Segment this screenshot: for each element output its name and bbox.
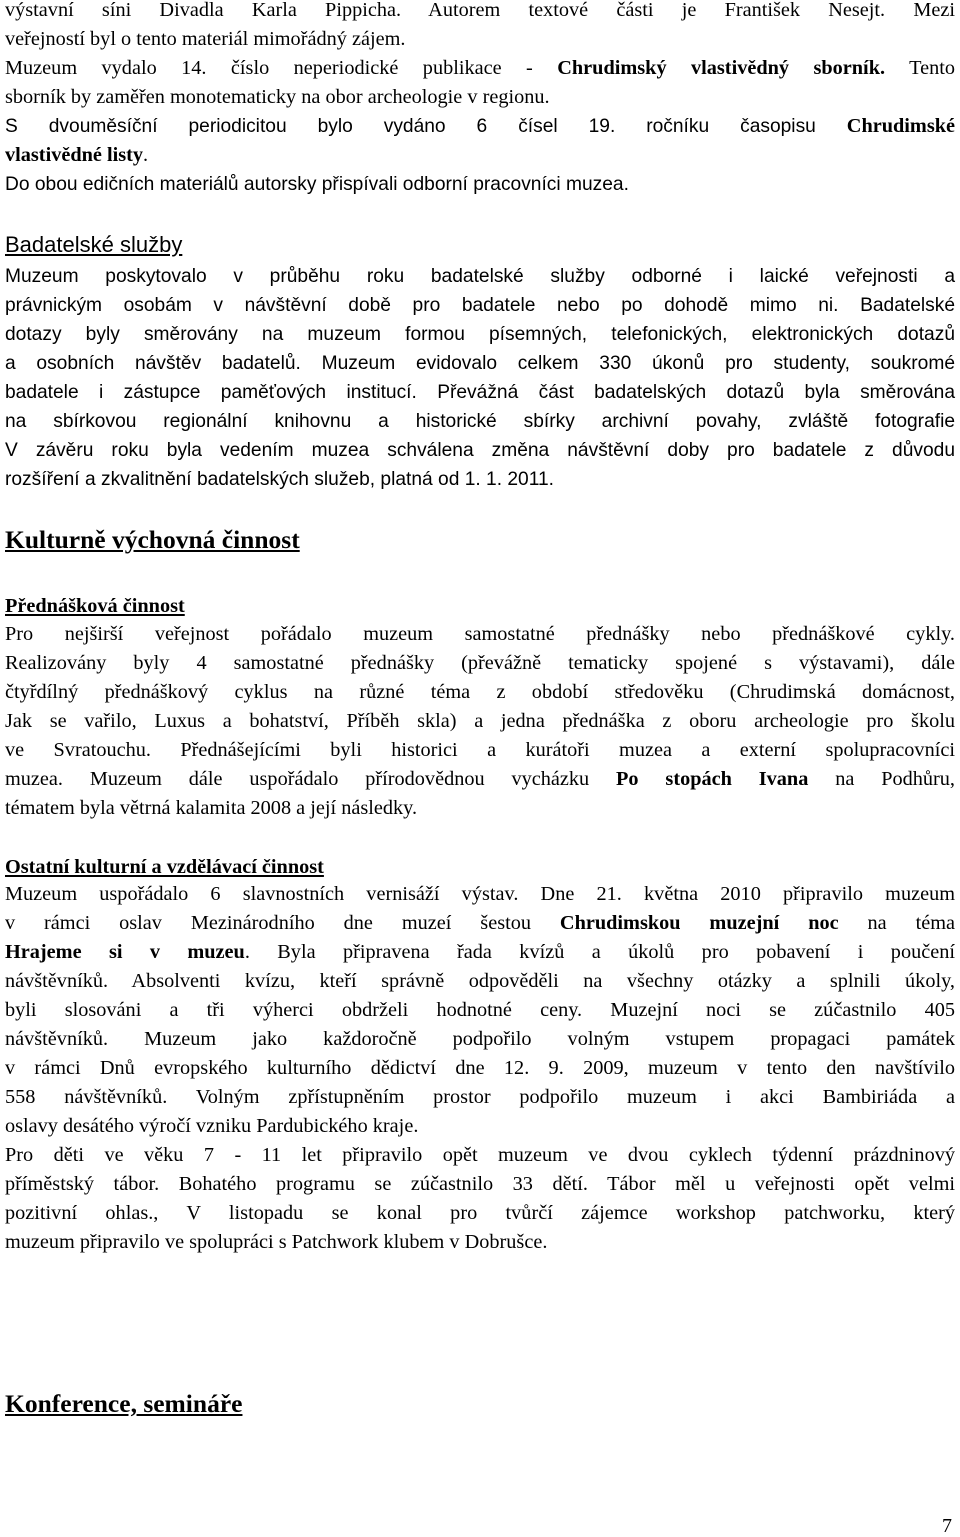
hrajeme-title: Hrajeme si v muzeu — [5, 941, 245, 963]
badatelske-line-2: právnickým osobám v návštěvní době pro badatele nebo po dohodě mimo ni. Badatelské — [5, 295, 955, 316]
badatelske-line-8: rozšíření a zkvalitnění badatelských služeb, platná od 1. 1. 2011. — [5, 469, 554, 490]
konference-heading: Konference, semináře — [5, 1389, 243, 1418]
ostatni-text: . Byla připravena řada kvízů a úkolů pro pobavení i poučení — [244, 941, 956, 963]
prednaskova-line-4: Jak se vařilo, Luxus a bohatství, Příběh skla) a jedna přednáška z oboru archeologie pro školu — [5, 710, 955, 732]
ostatni-p2-line-1: Pro děti ve věku 7 - 11 let připravilo opět muzeum ve dvou cyklech týdenní prázdninový — [5, 1144, 955, 1166]
prednaskova-line-5: ve Svratouchu. Přednášejícími byli historici a kurátoři muzea a externí spolupracovníci — [5, 739, 955, 761]
intro-line-4: sborník by zaměřen monotematicky na obor archeologie v regionu. — [5, 86, 550, 108]
intro-line-5 — [5, 112, 955, 141]
ostatni-line-2 — [5, 909, 955, 938]
intro-line-3 — [5, 54, 955, 83]
ostatni-line-5: byli slosováni a tři výherci obdrželi hodnotné ceny. Muzejní noci se zúčastnilo 405 — [5, 999, 955, 1021]
ostatni-line-3 — [5, 938, 955, 967]
intro-line-2: veřejností byl o tento materiál mimořádný zájem. — [5, 28, 406, 50]
ostatni-p2-line-4: muzeum připravilo ve spolupráci s Patchwork klubem v Dobrušce. — [5, 1231, 548, 1253]
page-number: 7 — [942, 1515, 952, 1537]
vychazka-title: Po stopách Ivana — [616, 768, 809, 790]
badatelske-line-3: dotazy byly směrovány na muzeum formou písemných, telefonických, elektronických dotazů — [5, 324, 955, 345]
kulturne-heading: Kulturně výchovná činnost — [5, 525, 300, 554]
muzejni-noc-title: Chrudimskou muzejní noc — [559, 912, 839, 934]
ostatni-line-8: 558 návštěvníků. Volným zpřístupněním prostor podpořilo muzeum i akci Bambiriáda a — [5, 1086, 955, 1108]
intro-text: S dvouměsíční periodicitou bylo vydáno 6 čísel 19. ročníku časopisu — [5, 116, 847, 137]
listy-title-part1: Chrudimské — [846, 115, 955, 137]
prednaskova-line-2: Realizovány byly 4 samostatné přednášky (převážně tematicky spojené s výstavami), dále — [5, 652, 955, 674]
sbornik-title: Chrudimský vlastivědný sborník. — [557, 57, 886, 79]
prednaskova-line-1: Pro nejširší veřejnost pořádalo muzeum samostatné přednášky nebo přednáškové cykly. — [5, 623, 955, 645]
badatelske-line-5: badatele i zástupce paměťových institucí. Převážná část badatelských dotazů byla směrována — [5, 382, 955, 403]
ostatni-line-4: návštěvníků. Absolventi kvízu, kteří správně odpověděli na všechny otázky a splnili úkoly, — [5, 970, 955, 992]
intro-line-6 — [5, 141, 955, 170]
ostatni-p2-line-3: pozitivní ohlas., V listopadu se konal pro tvůrčí zájemce workshop patchworku, který — [5, 1202, 955, 1224]
ostatni-heading: Ostatní kulturní a vzdělávací činnost — [5, 856, 324, 878]
ostatni-text: v rámci oslav Mezinárodního dne muzeí šestou — [5, 912, 560, 934]
badatelske-line-4: a osobních návštěv badatelů. Muzeum evidovalo celkem 330 úkonů pro studenty, soukromé — [5, 353, 955, 374]
intro-text: . — [143, 144, 149, 166]
prednaskova-text: muzea. Muzeum dále uspořádalo přírodovědnou vycházku — [5, 768, 617, 790]
intro-line-1: výstavní síni Divadla Karla Pippicha. Autorem textové části je František Nesejt. Mezi — [5, 0, 955, 21]
prednaskova-text: na Podhůru, — [808, 768, 955, 790]
prednaskova-line-7: tématem byla větrná kalamita 2008 a její následky. — [5, 797, 418, 819]
prednaskova-heading: Přednášková činnost — [5, 595, 185, 617]
badatelske-heading: Badatelské služby — [5, 232, 183, 257]
badatelske-line-6: na sbírkovou regionální knihovnu a historické sbírky archivní povahy, zvláště fotografie — [5, 411, 955, 432]
ostatni-line-7: v rámci Dnů evropského kulturního dědictví dne 12. 9. 2009, muzeum v tento den navštívilo — [5, 1057, 955, 1079]
prednaskova-line-6 — [5, 765, 955, 794]
ostatni-p2-line-2: příměstský tábor. Bohatého programu se zúčastnilo 33 dětí. Tábor měl u veřejnosti opět velmi — [5, 1173, 955, 1195]
badatelske-line-1: Muzeum poskytovalo v průběhu roku badatelské služby odborné i laické veřejnosti a — [5, 266, 955, 287]
ostatni-text: na téma — [838, 912, 955, 934]
listy-title-part2: vlastivědné listy — [5, 144, 144, 166]
badatelske-line-7: V závěru roku byla vedením muzea schválena změna návštěvní doby pro badatele z důvodu — [5, 440, 955, 461]
prednaskova-line-3: čtyřdílný přednáškový cyklus na různé téma z období středověku (Chrudimská domácnost, — [5, 681, 955, 703]
ostatni-line-9: oslavy desátého výročí vzniku Pardubického kraje. — [5, 1115, 419, 1137]
ostatni-line-6: návštěvníků. Muzeum jako každoročně podpořilo volným vstupem propagaci památek — [5, 1028, 955, 1050]
intro-line-7: Do obou edičních materiálů autorsky přispívali odborní pracovníci muzea. — [5, 174, 629, 195]
intro-text: Muzeum vydalo 14. číslo neperiodické publikace - — [5, 57, 558, 79]
intro-text: Tento — [885, 57, 955, 79]
ostatni-line-1: Muzeum uspořádalo 6 slavnostních vernisáží výstav. Dne 21. května 2010 připravilo muzeum — [5, 883, 955, 905]
